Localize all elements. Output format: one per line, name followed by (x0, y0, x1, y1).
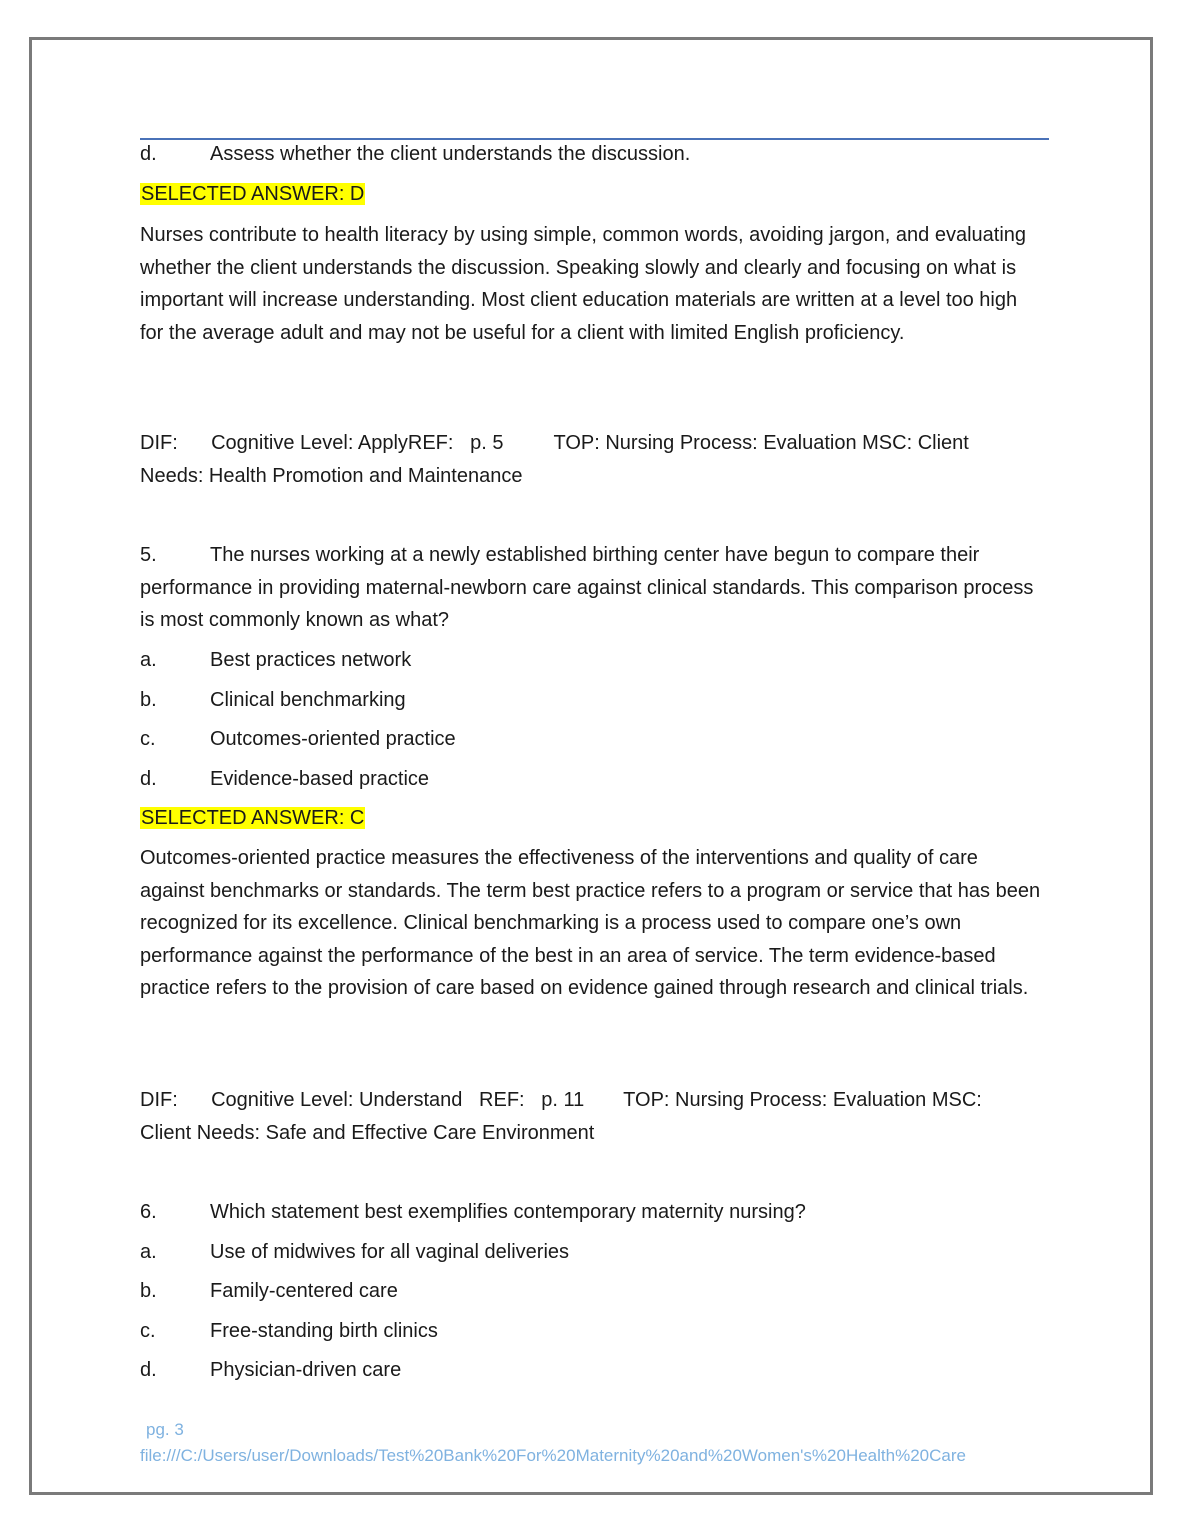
q5-meta-line-1: DIF: Cognitive Level: Understand REF: p. 11 TOP: Nursing Process: Evaluation MSC: (140, 1089, 982, 1111)
option-text: Clinical benchmarking (210, 689, 406, 711)
q5-meta-line-2: Client Needs: Safe and Effective Care Environment (140, 1122, 595, 1144)
option-letter: d. (140, 768, 157, 790)
q6-option-d (140, 1354, 401, 1387)
file-path-footer: file:///C:/Users/user/Downloads/Test%20Bank%20For%20Maternity%20and%20Women's%20Health%20Care (140, 1446, 966, 1465)
q5-option-a (140, 644, 411, 677)
q4-rationale: Nurses contribute to health literacy by using simple, common words, avoiding jargon, and evaluating whether the client understands the discussion. Speaking slowly and clearly and focusing on what is important will increase understanding. Most client education materials are written at a level too high for the average adult and may not be useful for a client with limited English proficiency. (140, 224, 1027, 344)
option-letter: a. (140, 1241, 157, 1263)
option-letter: d. (140, 1359, 157, 1381)
option-text: Physician-driven care (210, 1359, 402, 1381)
q5-rationale: Outcomes-oriented practice measures the effectiveness of the interventions and quality of care against benchmarks or standards. The term best practice refers to a program or service that has been recognized for its excellence. Clinical benchmarking is a process used to compare one’s own performance against the performance of the best in an area of service. The term evidence-based practice refers to the provision of care based on evidence gained through research and clinical trials. (140, 847, 1041, 1000)
option-text: Family-centered care (210, 1280, 398, 1302)
option-letter: b. (140, 689, 157, 711)
q4-option-d (140, 138, 690, 171)
selected-answer-highlight: SELECTED ANSWER: D (141, 183, 365, 205)
q4-meta-line-1: DIF: Cognitive Level: ApplyREF: p. 5 TOP: Nursing Process: Evaluation MSC: Client (140, 432, 969, 454)
q6-stem (140, 1196, 806, 1229)
page-number: pg. 3 (146, 1420, 184, 1439)
q5-option-b (140, 684, 406, 717)
question-number: 6. (140, 1201, 157, 1223)
q5-option-c (140, 723, 456, 756)
option-text: Outcomes-oriented practice (210, 728, 456, 750)
q5-selected-answer (140, 802, 365, 835)
q4-selected-answer (140, 178, 365, 211)
question-text: The nurses working at a newly established birthing center have begun to compare their performance in providing maternal-newborn care against clinical standards. This comparison process is most commonly known as what? (140, 544, 1034, 632)
q6-option-a (140, 1236, 569, 1269)
option-text: Use of midwives for all vaginal deliveries (210, 1241, 570, 1263)
option-text: Best practices network (210, 649, 412, 671)
option-letter: c. (140, 1320, 156, 1342)
option-text: Evidence-based practice (210, 768, 430, 790)
option-text: Free-standing birth clinics (210, 1320, 438, 1342)
q5-stem (140, 539, 1045, 637)
selected-answer-highlight: SELECTED ANSWER: C (141, 807, 365, 829)
option-text: Assess whether the client understands the discussion. (210, 143, 691, 165)
q6-option-c (140, 1315, 438, 1348)
option-letter: c. (140, 728, 156, 750)
q4-meta-line-2: Needs: Health Promotion and Maintenance (140, 465, 523, 487)
option-letter: a. (140, 649, 157, 671)
q5-option-d (140, 763, 429, 796)
option-letter: b. (140, 1280, 157, 1302)
question-number: 5. (140, 544, 157, 566)
question-text: Which statement best exemplifies contemporary maternity nursing? (210, 1201, 806, 1223)
option-letter: d. (140, 143, 157, 165)
q6-option-b (140, 1275, 398, 1308)
